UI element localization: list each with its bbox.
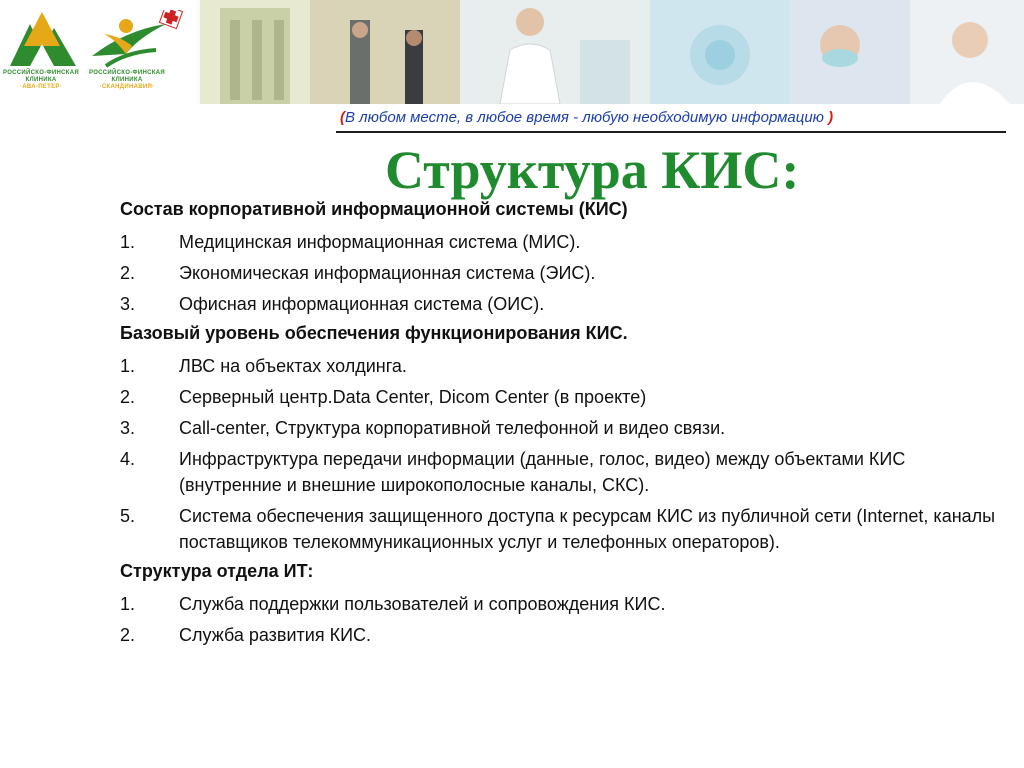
list-item — [120, 415, 1000, 441]
list-number: 4. — [120, 449, 136, 469]
list-number: 3. — [120, 418, 136, 438]
list-number: 1. — [120, 232, 136, 252]
list-text: Серверный центр.Data Center, Dicom Center (в проекте) — [179, 387, 647, 407]
list-number: 2. — [120, 625, 136, 645]
list-text: Экономическая информационная система (ЭИС). — [179, 263, 596, 283]
list-item — [120, 446, 1000, 498]
list-item — [120, 622, 1000, 648]
list-item — [120, 384, 1000, 410]
slogan — [340, 109, 833, 126]
list-text: Медицинская информационная система (МИС). — [179, 232, 581, 252]
list-text: ЛВС на объектах холдинга. — [179, 356, 407, 376]
slogan-text: В любом месте, в любое время - любую необходимую информацию — [345, 109, 829, 126]
list-number: 1. — [120, 594, 136, 614]
list-item — [120, 291, 1000, 317]
list-number: 1. — [120, 356, 136, 376]
list-text: Система обеспечения защищенного доступа к ресурсам КИС из публичной сети (Internet, каналы поставщиков телекоммуникационных услуг и телефонных операторов). — [179, 506, 996, 552]
section-heading: Базовый уровень обеспечения функционирования КИС. — [120, 323, 628, 343]
ava-peter-logo-icon — [8, 10, 78, 68]
list-text: Служба развития КИС. — [179, 625, 372, 645]
scandinavia-logo-caption: РОССИЙСКО-ФИНСКАЯ КЛИНИКА ·СКАНДИНАВИЯ· — [88, 70, 166, 90]
slide-body — [120, 198, 1000, 653]
list-number: 2. — [120, 387, 136, 407]
slogan-close-paren: ) — [828, 109, 834, 126]
list-text: Офисная информационная система (ОИС). — [179, 294, 545, 314]
list-item — [120, 229, 1000, 255]
section-heading: Структура отдела ИТ: — [120, 561, 314, 581]
section-heading: Состав корпоративной информационной системы (КИС) — [120, 199, 628, 219]
list-item — [120, 503, 1000, 555]
scandinavia-logo-icon — [86, 10, 196, 70]
slide-title: Структура КИС: — [385, 140, 800, 200]
medical-photo-collage — [200, 0, 1024, 104]
ava-peter-logo-caption: РОССИЙСКО-ФИНСКАЯ КЛИНИКА ·АВА-ПЕТЕР· — [2, 70, 80, 90]
slogan-open-paren: ( — [340, 109, 345, 126]
header-banner — [0, 0, 1024, 104]
slogan-underline — [336, 131, 1006, 133]
list-number: 3. — [120, 294, 136, 314]
list-item — [120, 353, 1000, 379]
list-number: 5. — [120, 506, 136, 526]
list-text: Инфраструктура передачи информации (данные, голос, видео) между объектами КИС (внутренние и внешние широкополосные каналы, СКС). — [179, 449, 906, 495]
list-item — [120, 591, 1000, 617]
list-number: 2. — [120, 263, 136, 283]
list-text: Служба поддержки пользователей и сопровождения КИС. — [179, 594, 666, 614]
list-text: Call-center, Структура корпоративной телефонной и видео связи. — [179, 418, 726, 438]
list-item — [120, 260, 1000, 286]
